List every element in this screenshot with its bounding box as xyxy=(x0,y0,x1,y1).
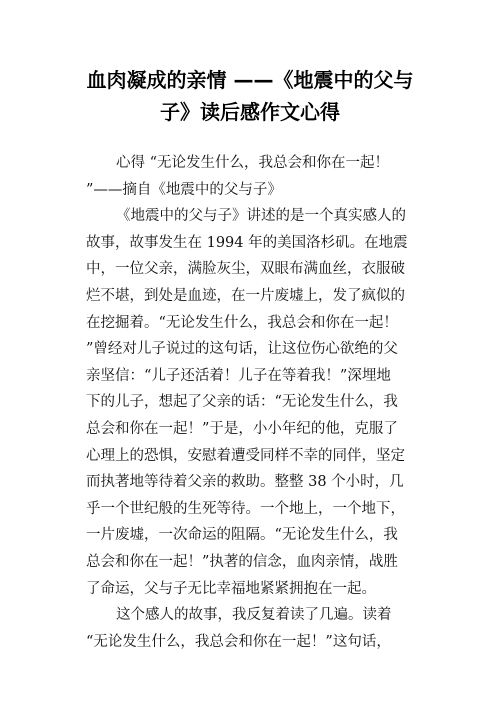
document-body xyxy=(86,150,426,655)
body-line: 一片废墟，一次命运的阻隔。“无论发生什么，我 xyxy=(86,527,398,544)
body-line: 而执著地等待着父亲的救助。整整 38 个小时，几 xyxy=(86,474,404,491)
body-line: 亲坚信：“儿子还活着！儿子在等着我！”深埋地 xyxy=(86,367,391,384)
body-line: 总会和你在一起！”执著的信念，血肉亲情，战胜 xyxy=(86,553,398,570)
document-title xyxy=(40,64,460,128)
body-line: 了命运，父与子无比幸福地紧紧拥抱在一起。 xyxy=(86,580,376,597)
body-line: 故事，故事发生在 1994 年的美国洛杉矶。在地震 xyxy=(86,234,408,251)
body-line: ”曾经对儿子说过的这句话，让这位伤心欲绝的父 xyxy=(86,341,398,358)
body-line: 心得 “无论发生什么，我总会和你在一起！ xyxy=(116,155,390,171)
body-line: 这个感人的故事，我反复着读了几遍。读着 xyxy=(116,607,392,624)
body-line: 《地震中的父与子》讲述的是一个真实感人的 xyxy=(116,208,406,225)
body-line: 心理上的恐惧，安慰着遭受同样不幸的同伴，坚定 xyxy=(86,447,405,464)
title-line: 血肉凝成的亲情 ——《地震中的父与 xyxy=(86,68,414,92)
body-line: 烂不堪，到处是血迹，在一片废墟上，发了疯似的 xyxy=(86,287,405,304)
body-line: 下的儿子，想起了父亲的话：“无论发生什么，我 xyxy=(86,394,398,411)
body-line: 在挖掘着。“无论发生什么，我总会和你在一起！ xyxy=(86,314,398,331)
body-line: 总会和你在一起！”于是，小小年纪的他，克服了 xyxy=(86,420,398,437)
body-line: 中，一位父亲，满脸灰尘，双眼布满血丝，衣服破 xyxy=(86,261,405,278)
body-line: 乎一个世纪般的生死等待。一个地上，一个地下， xyxy=(86,500,405,517)
body-line: ”——摘自《地震中的父与子》 xyxy=(86,181,282,198)
title-line: 子》读后感作文心得 xyxy=(160,100,340,124)
body-line: “无论发生什么，我总会和你在一起！”这句话， xyxy=(86,633,391,650)
